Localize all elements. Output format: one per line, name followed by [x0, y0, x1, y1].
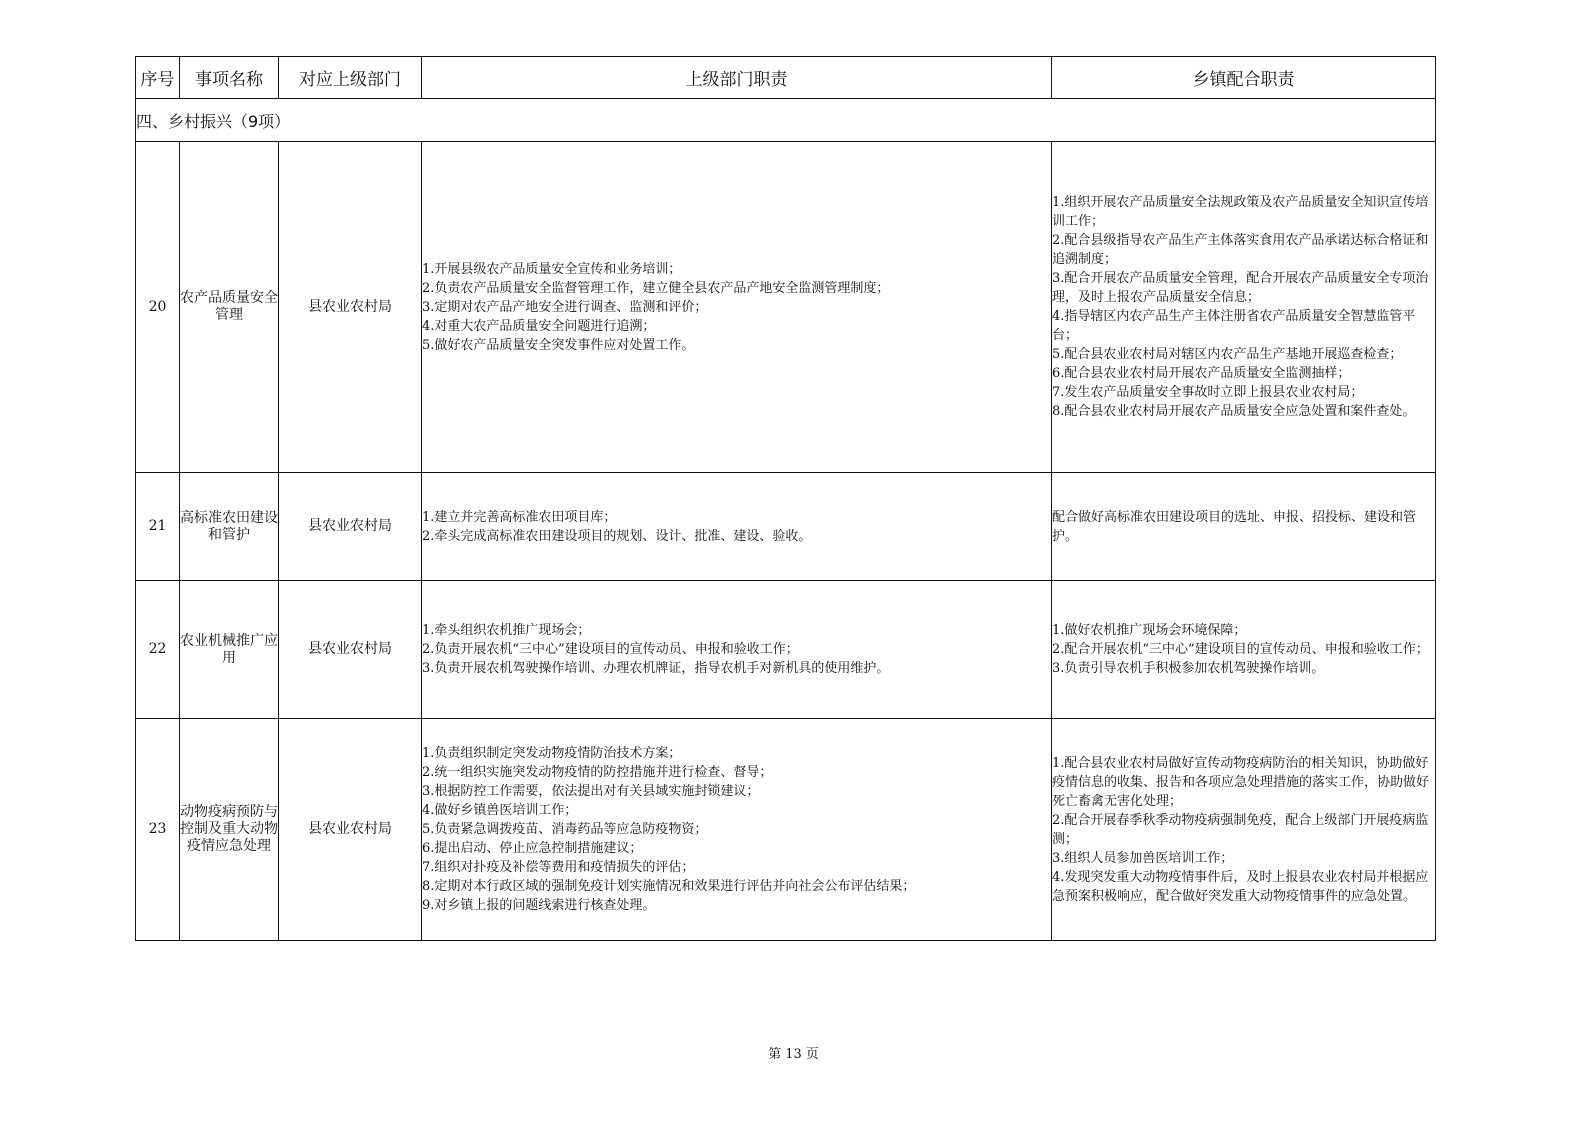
table-row	[136, 142, 1436, 473]
duty-line: 1.牵头组织农机推广现场会；	[422, 623, 591, 638]
duty-line: 5.配合县农业农村局对辖区内农产品生产基地开展巡查检查；	[1052, 347, 1403, 362]
duty-line: 3.配合开展农产品质量安全管理，配合开展农产品质量安全专项治理，及时上报农产品质量安全信息；	[1052, 271, 1429, 305]
row-name: 农产品质量安全管理	[180, 142, 279, 473]
row-upper-duties	[422, 473, 1052, 581]
duty-line: 2.牵头完成高标准农田建设项目的规划、设计、批准、建设、验收。	[422, 528, 812, 544]
duty-line: 9.对乡镇上报的问题线索进行核查处理。	[422, 898, 656, 913]
duty-line: 2.配合开展农机“三中心”建设项目的宣传动员、申报和验收工作；	[1052, 642, 1429, 657]
row-name: 高标准农田建设和管护	[180, 473, 279, 581]
duty-line: 1.开展县级农产品质量安全宣传和业务培训；	[422, 261, 682, 277]
duty-line: 3.负责引导农机手积极参加农机驾驶操作培训。	[1052, 661, 1325, 676]
row-dept: 县农业农村局	[279, 719, 422, 941]
duty-line: 1.负责组织制定突发动物疫情防治技术方案；	[422, 746, 682, 761]
table-header-row	[136, 57, 1436, 99]
duty-line: 3.负责开展农机驾驶操作培训、办理农机牌证，指导农机手对新机具的使用维护。	[422, 661, 890, 676]
header-town-duties: 乡镇配合职责	[1052, 57, 1436, 99]
duty-line: 8.定期对本行政区域的强制免疫计划实施情况和效果进行评估并向社会公布评估结果；	[422, 879, 916, 894]
duty-line: 4.发现突发重大动物疫情事件后，及时上报县农业农村局并根据应急预案积极响应，配合做好突发重大动物疫情事件的应急处置。	[1052, 869, 1429, 904]
row-upper-duties	[422, 142, 1052, 473]
duty-line: 4.指导辖区内农产品生产主体注册省农产品质量安全智慧监管平台；	[1052, 309, 1416, 343]
duty-line: 5.做好农产品质量安全突发事件应对处置工作。	[422, 337, 695, 353]
duty-line: 6.提出启动、停止应急控制措施建议；	[422, 841, 643, 856]
row-upper-duties	[422, 719, 1052, 941]
duty-line: 7.发生农产品质量安全事故时立即上报县农业农村局；	[1052, 385, 1364, 400]
duty-line: 配合做好高标准农田建设项目的选址、申报、招投标、建设和管护。	[1052, 509, 1417, 544]
duty-line: 2.负责开展农机“三中心”建设项目的宣传动员、申报和验收工作；	[422, 642, 799, 657]
section-row	[136, 99, 1436, 142]
duty-line: 4.做好乡镇兽医培训工作；	[422, 803, 578, 818]
row-town-duties	[1052, 142, 1436, 473]
header-dept: 对应上级部门	[279, 57, 422, 99]
row-num: 22	[136, 581, 180, 719]
row-town-duties	[1052, 473, 1436, 581]
table-row	[136, 719, 1436, 941]
row-dept: 县农业农村局	[279, 473, 422, 581]
header-name: 事项名称	[180, 57, 279, 99]
duty-line: 2.配合县级指导农产品生产主体落实食用农产品承诺达标合格证和追溯制度；	[1052, 233, 1429, 267]
row-dept: 县农业农村局	[279, 581, 422, 719]
row-num: 23	[136, 719, 180, 941]
duty-line: 8.配合县农业农村局开展农产品质量安全应急处置和案件查处。	[1052, 404, 1416, 419]
row-name: 动物疫病预防与控制及重大动物疫情应急处理	[180, 719, 279, 941]
row-town-duties	[1052, 581, 1436, 719]
duty-line: 7.组织对扑疫及补偿等费用和疫情损失的评估；	[422, 860, 695, 875]
row-dept: 县农业农村局	[279, 142, 422, 473]
table-row	[136, 581, 1436, 719]
duty-line: 4.对重大农产品质量安全问题进行追溯；	[422, 318, 656, 334]
row-num: 20	[136, 142, 180, 473]
header-upper-duties: 上级部门职责	[422, 57, 1052, 99]
row-upper-duties	[422, 581, 1052, 719]
duty-line: 3.组织人员参加兽医培训工作；	[1052, 850, 1234, 866]
duty-line: 3.定期对农产品产地安全进行调查、监测和评价；	[422, 299, 708, 315]
duty-line: 6.配合县农业农村局开展农产品质量安全监测抽样；	[1052, 366, 1351, 381]
section-title: 四、乡村振兴（9项）	[136, 99, 1436, 142]
header-num: 序号	[136, 57, 180, 99]
duty-line: 1.组织开展农产品质量安全法规政策及农产品质量安全知识宣传培训工作；	[1052, 195, 1429, 229]
duty-line: 2.统一组织实施突发动物疫情的防控措施并进行检查、督导；	[422, 765, 773, 780]
duty-line: 3.根据防控工作需要，依法提出对有关县域实施封锁建议；	[422, 784, 760, 799]
duty-line: 1.做好农机推广现场会环境保障；	[1052, 623, 1247, 638]
page-number: 第 13 页	[768, 1047, 819, 1062]
duty-line: 2.负责农产品质量安全监督管理工作，建立健全县农产品产地安全监测管理制度；	[422, 280, 890, 296]
duty-line: 1.配合县农业农村局做好宣传动物疫病防治的相关知识，协助做好疫情信息的收集、报告和各项应急处理措施的落实工作，协助做好死亡畜禽无害化处理；	[1052, 755, 1430, 809]
responsibility-table	[135, 56, 1436, 941]
row-town-duties	[1052, 719, 1436, 941]
row-name: 农业机械推广应用	[180, 581, 279, 719]
table-row	[136, 473, 1436, 581]
duty-line: 5.负责紧急调拨疫苗、消毒药品等应急防疫物资；	[422, 822, 708, 837]
duty-line: 1.建立并完善高标准农田项目库；	[422, 509, 617, 525]
row-num: 21	[136, 473, 180, 581]
duty-line: 2.配合开展春季秋季动物疫病强制免疫，配合上级部门开展疫病监测；	[1052, 812, 1429, 847]
